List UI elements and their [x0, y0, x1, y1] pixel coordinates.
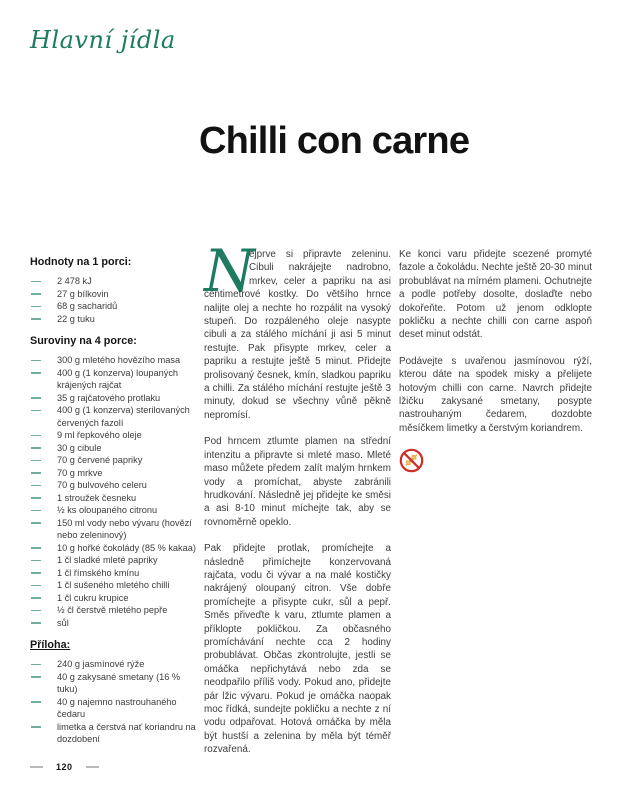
page-number: 120 [56, 762, 73, 772]
ingredient-text: 35 g rajčatového protlaku [57, 392, 161, 403]
dash-bullet-icon [31, 447, 41, 449]
dash-bullet-icon [31, 293, 41, 295]
ingredient-text: ½ čl čerstvě mletého pepře [57, 605, 168, 615]
nutrition-list [30, 275, 196, 325]
ingredients-list [30, 354, 196, 629]
list-item [30, 579, 196, 592]
diet-badges [399, 448, 592, 477]
side-dish-heading: Příloha: [30, 639, 71, 651]
dash-bullet-icon [31, 701, 41, 703]
nutrition-value: 68 g sacharidů [57, 301, 118, 311]
list-item [30, 313, 196, 326]
dash-bullet-icon [31, 460, 41, 462]
instructions-column-1 [204, 237, 391, 770]
list-item [30, 367, 196, 392]
ingredient-text: 150 ml vody nebo vývaru (hovězí nebo zeleninový) [57, 517, 192, 540]
footer-dash-icon [86, 766, 99, 767]
list-item [30, 454, 196, 467]
list-item [30, 354, 196, 367]
drop-cap-letter: N [204, 237, 255, 305]
dash-bullet-icon [31, 664, 41, 666]
list-item [30, 542, 196, 555]
ingredient-text: 300 g mletého hovězího masa [57, 355, 181, 365]
dash-bullet-icon [31, 510, 41, 512]
ingredient-text: 30 g cibule [57, 442, 102, 453]
recipe-sidebar [30, 256, 196, 756]
dash-bullet-icon [31, 485, 41, 487]
list-item [30, 671, 196, 696]
list-item [30, 392, 196, 405]
dash-bullet-icon [31, 360, 41, 362]
list-item [30, 721, 196, 746]
ingredient-text: 1 čl sušeného mletého chilli [57, 580, 170, 590]
dash-bullet-icon [31, 410, 41, 412]
ingredient-text: 10 g hořké čokolády (85 % kakaa) [57, 542, 196, 553]
list-item [30, 467, 196, 480]
list-item [30, 288, 196, 301]
dash-bullet-icon [31, 726, 41, 728]
list-item [30, 617, 196, 630]
nutrition-value: 2 478 kJ [57, 276, 92, 286]
list-item [30, 658, 196, 671]
side-dish-text: 240 g jasmínové rýže [57, 659, 145, 669]
recipe-title: Chilli con carne [199, 120, 470, 163]
nutrition-value: 27 g bílkovin [57, 288, 109, 299]
instruction-paragraph: Podávejte s uvařenou jasmínovou rýží, kterou dáte na spodek misky a přelijete hotovým chilli con carne. Navrch přidejte lžičku zakysané smetany, posypte nastrouhaným čedarem, dozdobte měsíčkem limetky a čerstvým koriandrem. [399, 355, 592, 434]
list-item [30, 479, 196, 492]
side-dish-list [30, 658, 196, 746]
nutrition-heading: Hodnoty na 1 porci: [30, 256, 132, 268]
paragraph-text: ejprve si připravte zeleninu. Cibuli nakrájejte nadrobno, mrkev, celer a papriku na asi centimetrové kostky. Do většího hrnce nalijte olej a nechte ho rozpálit na vysoký stupeň. Do rozpáleného oleje nasypte cibuli a za stálého míchání ji asi 5 minut restujte. Pak přisypte mrkev, celer a papriku a restujte ještě 5 minut. Přidejte prolisovaný česnek, kmín, sladkou papriku a chilli. Za stálého míchání restujte ještě 3 minuty, dokud se všechny vůně pěkně nepromísí. [204, 249, 391, 421]
instructions-column-2 [399, 248, 592, 478]
list-item [30, 604, 196, 617]
ingredient-text: sůl [57, 617, 69, 628]
ingredients-heading: Suroviny na 4 porce: [30, 335, 137, 347]
nutrition-value: 22 g tuku [57, 313, 95, 324]
side-dish-text: 40 g zakysané smetany (16 % tuku) [57, 671, 181, 694]
ingredient-text: 9 ml řepkového oleje [57, 430, 142, 440]
dash-bullet-icon [31, 318, 41, 320]
dash-bullet-icon [31, 522, 41, 524]
ingredient-text: 1 čl cukru krupice [57, 592, 129, 603]
list-item [30, 300, 196, 313]
ingredient-text: 400 g (1 konzerva) sterilovaných červených fazolí [57, 405, 190, 428]
dash-bullet-icon [31, 397, 41, 399]
ingredient-text: 70 g bulvového celeru [57, 480, 147, 490]
list-item [30, 404, 196, 429]
list-item [30, 275, 196, 288]
dash-bullet-icon [31, 622, 41, 624]
dash-bullet-icon [31, 372, 41, 374]
list-item [30, 492, 196, 505]
dash-bullet-icon [31, 610, 41, 612]
category-header: Hlavní jídla [30, 26, 176, 54]
ingredient-text: 70 g mrkve [57, 467, 103, 478]
dash-bullet-icon [31, 497, 41, 499]
ingredient-text: 400 g (1 konzerva) loupaných krájených rajčat [57, 367, 179, 390]
list-item [30, 554, 196, 567]
instruction-paragraph: Ke konci varu přidejte scezené promyté fazole a čokoládu. Nechte ještě 20-30 minut probublávat na mírném plameni. Ochutnejte a podle potřeby dosolte, doslaďte nebo dokořeňte. Potom už jenom odklopte pokličku a nechte chilli con carne aspoň deset minut odstát. [399, 249, 592, 341]
dash-bullet-icon [31, 572, 41, 574]
list-item [30, 442, 196, 455]
dash-bullet-icon [31, 597, 41, 599]
instruction-paragraph: Pak přidejte protlak, promíchejte a následně přimíchejte konzervovaná rajčata, vodu či vývar a na malé kostičky nakrájený oloupaný citron. Vše dobře promíchejte a přisypte cukr, sůl a pepř. Směs přiveďte k varu, ztlumte plamen a příklopte pokličkou. Za občasného promíchávání nechte cca 2 hodiny probublávat. Občas zkontrolujte, jestli se omáčka nepřichytává nebo zda se neodpařilo příliš vody. Pokud ano, přidejte pár lžic vývaru. Pokud je omáčka naopak moc řídká, sundejte pokličku a nechte z ní vodu odpařovat. Hotová omáčka by měla být hustší a zelenina by měla být téměř rozvařená. [204, 543, 391, 756]
page-footer [30, 762, 99, 772]
dash-bullet-icon [31, 585, 41, 587]
dash-bullet-icon [31, 435, 41, 437]
footer-dash-icon [30, 766, 43, 767]
dash-bullet-icon [31, 547, 41, 549]
instruction-paragraph [204, 237, 391, 422]
ingredient-text: 1 stroužek česneku [57, 492, 137, 503]
list-item [30, 504, 196, 517]
gluten-free-icon [399, 448, 424, 473]
list-item [30, 696, 196, 721]
ingredient-text: 1 čl sladké mleté papriky [57, 555, 158, 565]
dash-bullet-icon [31, 560, 41, 562]
instruction-paragraph: Pod hrncem ztlumte plamen na střední intenzitu a připravte si mleté maso. Mleté maso můžete předem zalít malým hrnkem vody a promíchat, abyste zabránili hrudkování. Následně jej přidejte ke směsi a asi 8-10 minut míchejte tak, aby se rovnoměrně opeklo. [204, 436, 391, 528]
dash-bullet-icon [31, 472, 41, 474]
ingredient-text: 1 čl římského kmínu [57, 567, 140, 578]
dash-bullet-icon [31, 306, 41, 308]
side-dish-text: 40 g najemno nastrouhaného čedaru [57, 696, 177, 719]
ingredient-text: ½ ks oloupaného citronu [57, 505, 158, 515]
dash-bullet-icon [31, 676, 41, 678]
list-item [30, 567, 196, 580]
dash-bullet-icon [31, 281, 41, 283]
ingredient-text: 70 g červené papriky [57, 455, 143, 465]
list-item [30, 592, 196, 605]
side-dish-text: limetka a čerstvá nať koriandru na dozdobení [57, 721, 196, 744]
list-item [30, 429, 196, 442]
list-item [30, 517, 196, 542]
